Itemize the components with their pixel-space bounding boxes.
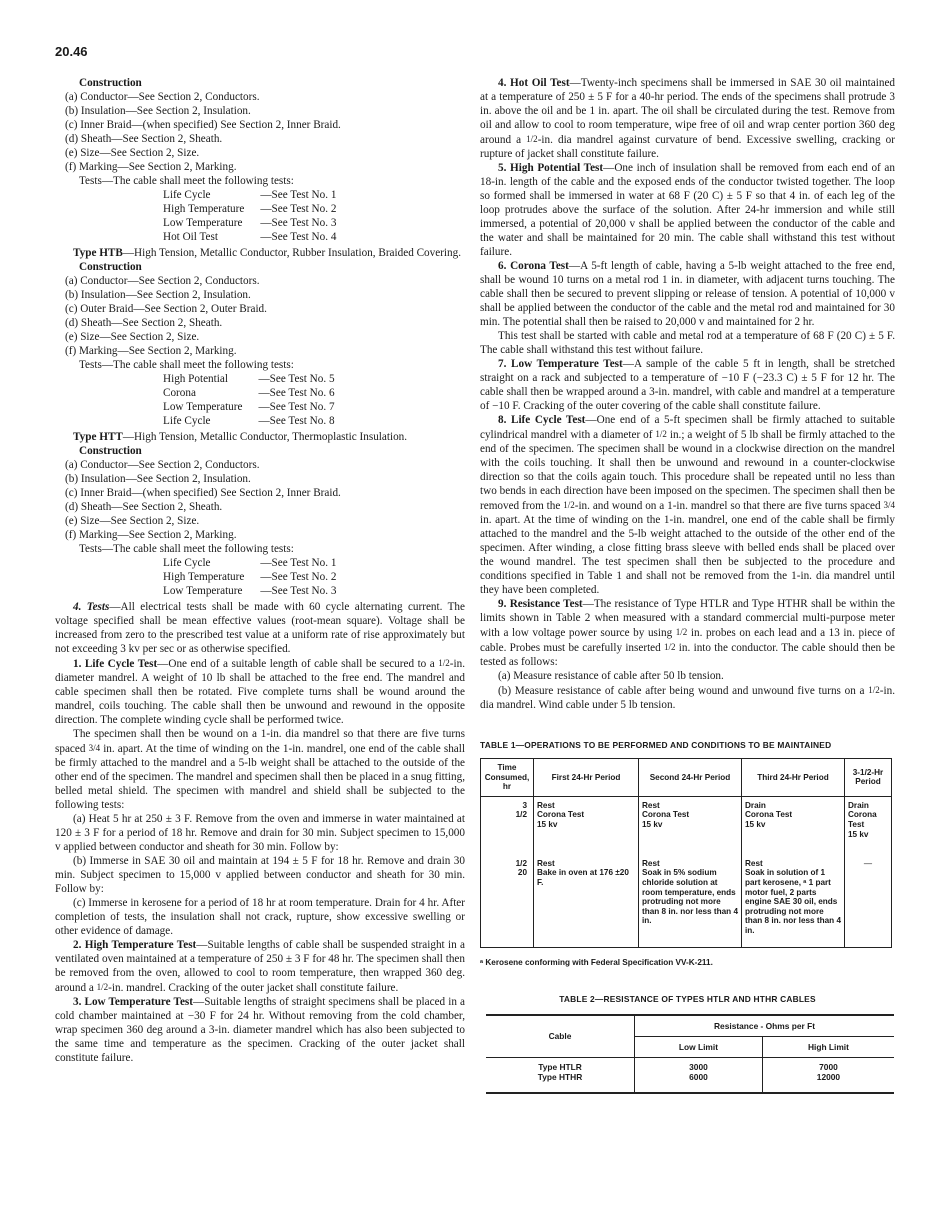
construction-list-1 [55,90,465,174]
construction-item: (a) Conductor—See Section 2, Conductors. [65,459,260,471]
table-1-header: First 24-Hr Period [534,759,639,797]
construction-item: (d) Sheath—See Section 2, Sheath. [65,317,223,329]
table-2-caption: TABLE 2—RESISTANCE OF TYPES HTLR AND HTHR CABLES [559,993,816,1004]
table-1-header: 3-1/2-Hr Period [845,759,892,797]
test-1-paragraph: 1. Life Cycle Test—One end of a suitable length of cable shall be secured to a 1/2-in. diameter mandrel. A weight of 10 lb shall be attached to the free end. The mandrel and cable specimen shall then be rotated. Five complete turns shall be wound around the mandrel, coils touching. The cable shall then be unwound and rewound in the opposite direction. The complete winding cycle shall be performed twice. [55,658,465,726]
test-row: Life Cycle —See Test No. 1 [163,557,337,569]
construction-list-2 [55,274,465,358]
table-1-header: Time Consumed, hr [481,759,534,797]
table-1-caption: TABLE 1—OPERATIONS TO BE PERFORMED AND CONDITIONS TO BE MAINTAINED [480,740,832,750]
test-6-paragraph: 6. Corona Test—A 5-ft length of cable, having a 5-lb weight attached to the free end, shall be wound 10 turns on a metal rod 1 in. in diameter, with adjacent turns touching. The cable shall then be secured to prevent slipping or release of tension. A potential of 10,000 v shall be applied between the conductor of the cable and the metal rod and maintained for 30 min. The potential shall then be raised to 20,000 v and maintained for 2 hr. [480,260,895,328]
construction-item: (b) Insulation—See Section 2, Insulation. [65,289,251,301]
test-1-step-a: (a) Heat 5 hr at 250 ± 3 F. Remove from the oven and immerse in water maintained at 120 ± 3 F for a period of 18 hr. Remove and drain for 30 min. Subject specimen to 15,000 v applied between conductor and sheath for 30 min. Follow by: [55,813,465,853]
tests-section-paragraph: 4. Tests—All electrical tests shall be made with 60 cycle alternating current. The voltage specified shall be mean effective values (root-mean square). Voltage shall be increased from zero to the prescribed test value at a uniform rate of rise approximately but not exceeding 3 kv per sec or as otherwise specified. [55,601,465,655]
test-4-paragraph: 4. Hot Oil Test—Twenty-inch specimens shall be immersed in SAE 30 oil maintained at a temperature of 250 ± 5 F for a 40-hr period. The ends of the specimens shall protrude 3 in. above the oil and be 1 in. apart. The oil shall be circulated during the test. Remove from oil and allow to cool to room temperature, wipe free of oil and wrap center portion 360 deg around a 1/2-in. dia mandrel against curvature of bend. Excessive swelling, cracking or rupture of jacket shall constitute failure. [480,77,895,160]
construction-item: (f) Marking—See Section 2, Marking. [65,529,237,541]
tests-list-1 [163,188,336,244]
test-row: Corona —See Test No. 6 [163,387,335,399]
construction-item: (a) Conductor—See Section 2, Conductors. [65,91,260,103]
test-row: Life Cycle —See Test No. 1 [163,189,337,201]
table-2 [486,1014,894,1094]
test-row: High Temperature —See Test No. 2 [163,571,337,583]
construction-item: (a) Conductor—See Section 2, Conductors. [65,275,260,287]
table-row: 3 1/2 Rest Corona Test 15 kv Rest Corona Test 15 kv Drain Corona Test 15 kv Drain Corona Test 15 kv [481,796,892,855]
test-3-paragraph: 3. Low Temperature Test—Suitable lengths of straight specimens shall be placed in a cold chamber maintained at −30 F for 24 hr. Without removing from the cold chamber, wrap specimen 360 deg around a 3-in. diameter mandrel which has also been subjected to the same time and temperature as the specimen. Cracking of the outer jacket shall constitute failure. [55,996,465,1064]
type-htb-paragraph: Type HTB—High Tension, Metallic Conductor, Rubber Insulation, Braided Covering. [73,247,462,259]
construction-item: (f) Marking—See Section 2, Marking. [65,161,237,173]
test-1-step-c: (c) Immerse in kerosene for a period of 18 hr at room temperature. Drain for 4 hr. After completion of tests, the insulation shall not crack, rupture, show excessive swelling or other evidence of damage. [55,897,465,937]
test-row: Low Temperature —See Test No. 7 [163,401,335,413]
table-2-group-header: Resistance - Ohms per Ft [635,1015,895,1037]
construction-item: (f) Marking—See Section 2, Marking. [65,345,237,357]
construction-item: (e) Size—See Section 2, Size. [65,515,200,527]
table-1-header: Third 24-Hr Period [742,759,845,797]
construction-item: (d) Sheath—See Section 2, Sheath. [65,133,223,145]
construction-item: (e) Size—See Section 2, Size. [65,331,200,343]
table-1 [480,758,892,948]
construction-item: (c) Inner Braid—(when specified) See Section 2, Inner Braid. [65,119,341,131]
tests-list-2 [163,372,335,428]
page-number: 20.46 [55,44,88,59]
tests-list-3 [163,556,336,598]
table-1-header: Second 24-Hr Period [639,759,742,797]
tests-intro: Tests—The cable shall meet the following tests: [79,543,294,555]
test-9-step-b: (b) Measure resistance of cable after being wound and unwound five turns on a 1/2-in. dia mandrel. Wind cable under 5 lb tension. [480,685,895,711]
test-1-step-b: (b) Immerse in SAE 30 oil and maintain at 194 ± 5 F for 18 hr. Remove and drain 30 min. Subject specimen to 15,000 v applied between conductor and sheath for 30 min. Follow by: [55,855,465,895]
test-1-paragraph-2: The specimen shall then be wound on a 1-in. dia mandrel so that there are five turns spaced 3/4 in. apart. At the time of winding on the 1-in. mandrel, one end of the cable shall be firmly attached to the mandrel and a 5-lb weight shall be attached to the outside of the other end of the specimen. The mandrel and specimen shall then be placed in a snug fitting, belled metal shield. The specimen with mandrel and shield shall be subjected to the following tests: [55,728,465,811]
construction-heading: Construction [79,77,142,89]
table-2-header: Low Limit [635,1036,763,1057]
construction-item: (d) Sheath—See Section 2, Sheath. [65,501,223,513]
construction-item: (b) Insulation—See Section 2, Insulation. [65,473,251,485]
construction-item: (c) Outer Braid—See Section 2, Outer Braid. [65,303,267,315]
test-row: Low Temperature —See Test No. 3 [163,585,337,597]
test-row: High Potential —See Test No. 5 [163,373,335,385]
test-9-paragraph: 9. Resistance Test—The resistance of Type HTLR and Type HTHR shall be within the limits shown in Table 2 when measured with a standard commercial multi-purpose meter with a low voltage power source by using 1/2 in. probes on each lead and a 13 in. piece of cable. Probes must be carefully inserted 1/2 in. into the conductor. The cable should then be tested as follows: [480,598,896,668]
table-row: Type HTLR Type HTHR 3000 6000 7000 12000 [486,1057,894,1093]
tests-intro: Tests—The cable shall meet the following tests: [79,175,294,187]
construction-list-3 [55,458,465,542]
test-8-paragraph: 8. Life Cycle Test—One end of a 5-ft specimen shall be firmly attached to suitable cylindrical mandrel with a diameter of 1/2 in.; a weight of 5 lb shall be firmly attached to the end of the specimen. The specimen shall be wound in a clockwise direction on the mandrel with the coils touching. It shall then be unwound and rewound in a counter-clockwise direction so that the coils again touch. This procedure shall be repeated until no less than two bends in each direction have been imposed on the specimen. The specimen shall then be removed from the 1/2-in. and wound on a 1-in. mandrel so that there are five turns spaced 3/4 in. apart. At the time of winding on the 1-in. mandrel, one end of the cable shall be firmly attached to the mandrel and the 5-lb weight attached to the outside of the other end of the specimen. After winding, a close fitting brass sleeve with belled ends shall be placed over the wound mandrel. The test specimen shall then be subjected to the procedure and conditions specified in Table 1 and shall not be removed from the 1-in. dia mandrel until they have been completed. [480,414,895,596]
test-7-paragraph: 7. Low Temperature Test—A sample of the cable 5 ft in length, shall be stretched straight on a rack and subjected to a temperature of −10 F (−23.3 C) ± 5 F for 12 hr. The cable shall then be wrapped around a 3-in. mandrel, with cable and mandrel at a temperature of −10 F. Cracking of the outer covering of the cable shall constitute failure. [480,358,895,412]
test-row: Low Temperature —See Test No. 3 [163,217,337,229]
construction-item: (c) Inner Braid—(when specified) See Section 2, Inner Braid. [65,487,341,499]
tests-intro: Tests—The cable shall meet the following tests: [79,359,294,371]
construction-heading: Construction [79,445,142,457]
table-2-header: High Limit [762,1036,894,1057]
test-row: Hot Oil Test —See Test No. 4 [163,231,337,243]
test-row: High Temperature —See Test No. 2 [163,203,337,215]
construction-item: (e) Size—See Section 2, Size. [65,147,200,159]
table-1-footnote: ᵃ Kerosene conforming with Federal Specification VV-K-211. [480,957,713,967]
test-row: Life Cycle —See Test No. 8 [163,415,335,427]
test-6-paragraph-2: This test shall be started with cable and metal rod at a temperature of 68 F (20 C) ± 5 F. The cable shall withstand this test without failure. [480,330,895,356]
left-column [55,76,465,1065]
construction-heading: Construction [79,261,142,273]
table-row: 1/2 20 Rest Bake in oven at 176 ±20 F. Rest Soak in 5% sodium chloride solution at room temperature, ends protruding not more than 8 in. nor less than 4 in. Rest Soak in solution of 1 part kerosene, ᵃ 1 part motor fuel, 2 parts engine SAE 30 oil, ends protruding not more than 8 in. nor less than 4 in. — [481,855,892,948]
construction-item: (b) Insulation—See Section 2, Insulation. [65,105,251,117]
right-column [480,76,895,1094]
type-htt-paragraph: Type HTT—High Tension, Metallic Conductor, Thermoplastic Insulation. [73,431,408,443]
test-2-paragraph: 2. High Temperature Test—Suitable lengths of cable shall be suspended straight in a ventilated oven maintained at a temperature of 250 ± 3 F for 48 hr. The specimen shall then be removed from the oven, allowed to cool to room temperature, then wrapped 360 deg. around a 1/2-in. mandrel. Cracking of the outer jacket shall constitute failure. [55,939,466,994]
test-5-paragraph: 5. High Potential Test—One inch of insulation shall be removed from each end of an 18-in. length of the cable and the exposed ends of the conductor twisted together. The loop so formed shall be immersed in water at 68 F (20 C) ± 5 F so that 4 in. of each leg of the loop protrudes above the surface of the solution. After 24-hr immersion and while still immersed, a potential of 20,000 v shall be applied between the conductor of the cable and the water and shall be maintained for 20 min. The cable shall withstand this test without failure. [480,162,895,258]
test-9-step-a: (a) Measure resistance of cable after 50 lb tension. [498,670,724,682]
table-2-header: Cable [486,1015,635,1058]
